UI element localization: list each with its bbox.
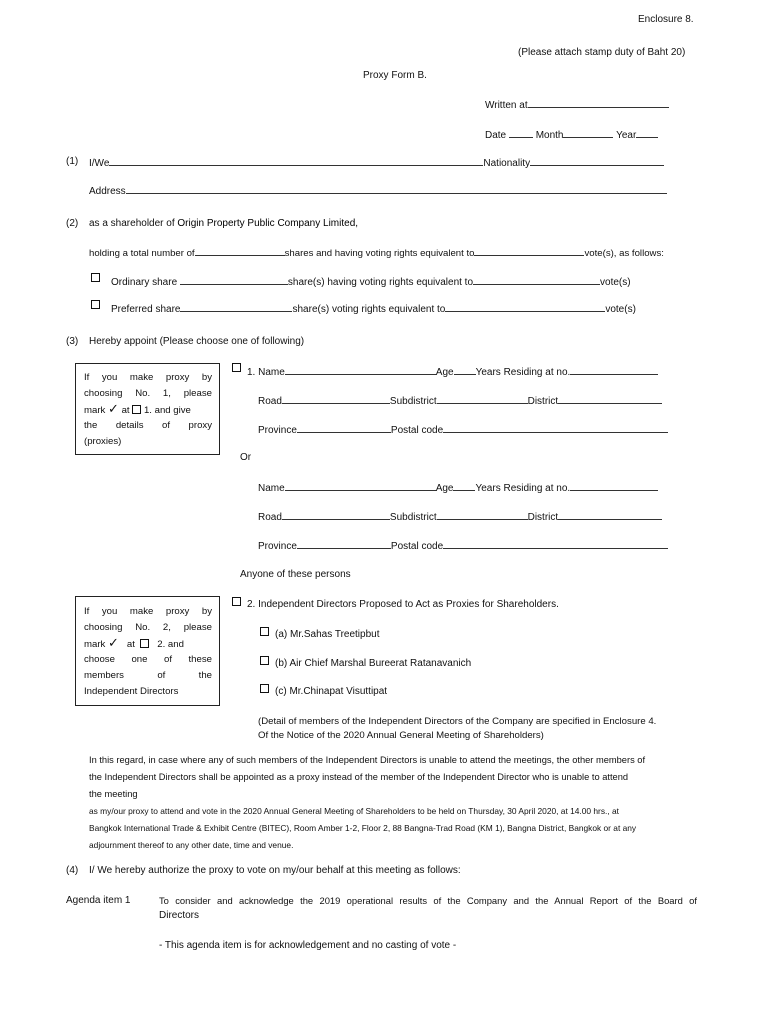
checkbox-icon [132,405,141,414]
proxy2-residing-field[interactable] [570,481,658,491]
note2-line-6: Independent Directors [84,686,179,697]
proxy1-postal-field[interactable] [443,423,668,433]
note2-line-5: members of the [84,670,212,681]
ordinary-votes-label: vote(s) [600,277,631,288]
appoint-label: Hereby appoint (Please choose one of following) [89,336,305,347]
proxy2-road-label: Road [258,512,282,523]
director-b-label: (b) Air Chief Marshal Bureerat Ratanavanich [275,658,472,669]
proxy2-subdistrict-label: Subdistrict [389,512,437,523]
proxy1-residing-label: Years Residing at no. [475,367,571,378]
company-name: Origin Property Public Company Limited, [177,218,359,229]
paragraph-line-3: the meeting [89,789,138,799]
note1-line-2: choosing No. 1, please [84,388,212,399]
preferred-votes-label: vote(s) [605,304,636,315]
paragraph-line-2: the Independent Directors shall be appointed as a proxy instead of the member of the Independent Director who is unable to attend [89,772,629,782]
proxy1-road-field[interactable] [282,394,390,404]
ordinary-voting-label: share(s) having voting rights equivalent to [287,277,474,288]
ordinary-share-checkbox[interactable] [91,273,100,282]
iwe-field[interactable] [109,156,483,166]
note1-mark: mark [84,405,106,416]
proxy1-road-label: Road [258,396,282,407]
iwe-label: I/We [89,158,110,169]
proxy1-name-field[interactable] [285,365,436,375]
proxy2-road-field[interactable] [282,510,390,520]
note1-line-1: If you make proxy by [84,372,212,383]
year-field[interactable] [636,128,658,138]
checkmark-icon: ✓ [108,402,119,417]
total-shares-field[interactable] [195,246,285,256]
proxy-note-box-1 [75,363,220,455]
paragraph-line-1: In this regard, in case where any of such members of the Independent Directors is unable to attend the meetings, the other members of [89,755,646,765]
paragraph-line-5: Bangkok International Trade & Exhibit Centre (BITEC), Room Amber 1-2, Floor 2, 88 Bangna-Trad Road (KM 1), Bangna District, Bangkok or at any [89,823,637,833]
nationality-field[interactable] [530,156,664,166]
proxy2-name-field[interactable] [285,481,436,491]
form-title: Proxy Form B. [363,70,427,81]
director-c-label: (c) Mr.Chinapat Visuttipat [275,686,388,697]
proxy2-name-line [258,481,658,495]
note1-give: 1. and give [143,405,191,416]
note2-mark: mark [84,639,106,650]
proxy2-subdistrict-field[interactable] [437,510,528,520]
preferred-share-line [111,302,636,316]
written-at-line [485,98,669,112]
proxy2-age-label: Age [435,483,454,494]
director-c-checkbox[interactable] [260,684,269,693]
preferred-share-checkbox[interactable] [91,300,100,309]
address-label: Address [89,186,126,197]
holding-label: holding a total number of [89,248,195,259]
nationality-label: Nationality [483,158,531,169]
preferred-shares-field[interactable] [180,302,292,312]
director-a-checkbox[interactable] [260,627,269,636]
paragraph-line-6: adjournment thereof to any other date, time and venue. [89,840,294,850]
proxy1-province-label: Province [258,425,297,436]
proxy2-postal-label: Postal code [390,541,444,552]
preferred-votes-field[interactable] [445,302,605,312]
year-label: Year [616,130,637,141]
proxy2-age-field[interactable] [453,481,475,491]
date-label: Date [485,130,507,141]
checkmark-icon: ✓ [108,636,119,651]
option-1-checkbox[interactable] [232,363,241,372]
or-label: Or [240,452,252,463]
note1-line-5: (proxies) [84,436,122,447]
note2-line-1: If you make proxy by [84,606,212,617]
date-field[interactable] [509,128,533,138]
option1-name-line [247,365,658,379]
agenda-item-label: Agenda item 1 [66,895,131,906]
stamp-duty-note: (Please attach stamp duty of Baht 20) [518,47,686,58]
anyone-label: Anyone of these persons [240,569,351,580]
holding-line [89,246,664,260]
proxy1-province-field[interactable] [297,423,391,433]
proxy1-district-label: District [527,396,559,407]
agenda-title-line-1: To consider and acknowledge the 2019 operational results of the Company and the Annual Report of the Board of [159,895,697,906]
proxy2-province-field[interactable] [297,539,391,549]
month-label: Month [535,130,564,141]
proxy2-name-label: Name [258,483,285,494]
ordinary-share-label: Ordinary share [111,277,178,288]
note2-at: at [126,639,135,650]
proxy1-postal-label: Postal code [390,425,444,436]
section-2-number: (2) [66,218,79,229]
section-4-number: (4) [66,865,79,876]
authorize-label: I/ We hereby authorize the proxy to vote on my/our behalf at this meeting as follows: [89,865,461,876]
section-3-number: (3) [66,336,79,347]
proxy1-residing-field[interactable] [570,365,658,375]
paragraph-line-4: as my/our proxy to attend and vote in the 2020 Annual General Meeting of Shareholders to be held on Thursday, 30 April 2020, at 14.00 hrs., at [89,806,619,816]
note1-line-3 [84,404,191,417]
director-detail-line-1: (Detail of members of the Independent Directors of the Company are specified in Enclosure 4. [258,716,657,727]
note1-at: at [121,405,130,416]
shareholder-prefix: as a shareholder of [89,218,175,229]
proxy1-age-field[interactable] [454,365,476,375]
votes-follows-label: vote(s), as follows: [584,248,664,259]
option-2-checkbox[interactable] [232,597,241,606]
option1-name-label: 1. Name [247,367,285,378]
director-b-checkbox[interactable] [260,656,269,665]
shares-voting-label: shares and having voting rights equivalent to [284,248,475,259]
section-1-number: (1) [66,156,79,167]
written-at-field[interactable] [528,98,669,108]
director-detail-line-2: Of the Notice of the 2020 Annual General Meeting of Shareholders) [258,730,544,741]
month-field[interactable] [563,128,613,138]
date-line [485,128,658,142]
note1-line-4: the details of proxy [84,420,212,431]
proxy1-road-line [258,394,662,408]
proxy2-road-line [258,510,662,524]
ordinary-votes-field[interactable] [473,275,600,285]
shareholder-line [89,218,358,230]
total-votes-field[interactable] [474,246,584,256]
director-a-label: (a) Mr.Sahas Treetipbut [275,629,380,640]
proxy2-province-label: Province [258,541,297,552]
preferred-share-label: Preferred share [111,304,181,315]
checkbox-icon [140,639,149,648]
proxy1-district-field[interactable] [558,394,662,404]
agenda-note: - This agenda item is for acknowledgement and no casting of vote - [159,940,457,951]
preferred-voting-label: share(s) voting rights equivalent to [292,304,446,315]
address-line [89,184,667,198]
proxy-note-box-2 [75,596,220,706]
note2-line-2: choosing No. 2, please [84,622,212,633]
note2-and: 2. and [157,639,184,650]
proxy2-residing-label: Years Residing at no. [475,483,571,494]
proxy1-age-label: Age [435,367,454,378]
option2-label: 2. Independent Directors Proposed to Act as Proxies for Shareholders. [247,599,559,610]
written-at-label: Written at [485,100,528,111]
agenda-title-line-2: Directors [159,910,200,921]
proxy1-subdistrict-label: Subdistrict [389,396,437,407]
note2-line-4: choose one of these [84,654,212,665]
ordinary-shares-field[interactable] [180,275,288,285]
proxy2-district-field[interactable] [558,510,662,520]
note2-line-3 [84,638,212,651]
proxy2-postal-field[interactable] [443,539,668,549]
iwe-line [89,156,664,170]
enclosure-label: Enclosure 8. [638,14,694,25]
proxy1-subdistrict-field[interactable] [437,394,528,404]
ordinary-share-line [111,275,631,289]
address-field[interactable] [126,184,667,194]
proxy2-district-label: District [527,512,559,523]
proxy2-province-line [258,539,668,553]
proxy1-province-line [258,423,668,437]
